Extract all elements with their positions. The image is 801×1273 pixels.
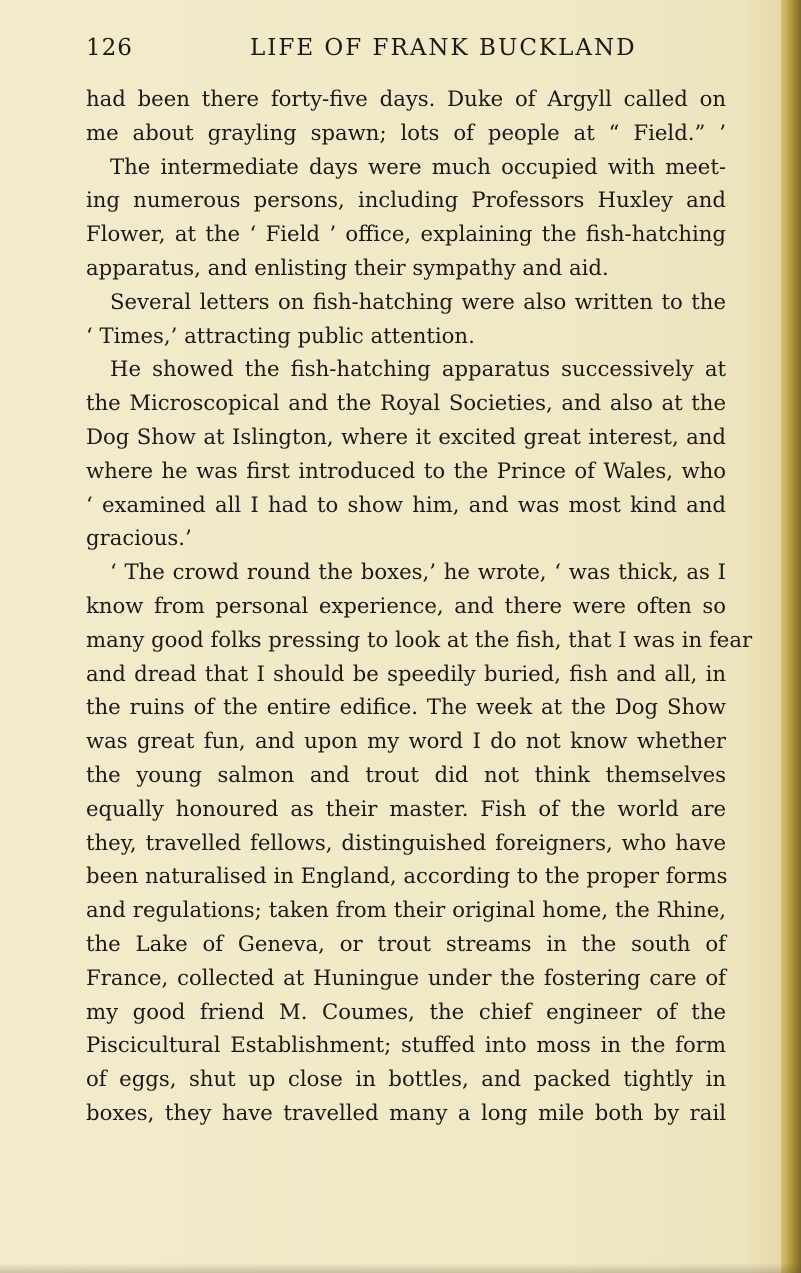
text-line: ‘ The crowd round the boxes,’ he wrote, ‘ was thick, as I [110, 559, 726, 585]
text-line: Dog Show at Islington, where it excited great interest, and [86, 423, 726, 449]
text-line: the young salmon and trout did not think themselves [86, 761, 726, 787]
text-line: know from personal experience, and there were often so [86, 592, 726, 618]
text-line: the Microscopical and the Royal Societies, and also at the [86, 390, 726, 416]
text-line: where he was first introduced to the Prince of Wales, who [86, 457, 726, 483]
text-line: Piscicultural Establishment; stuffed into moss in the form [86, 1032, 726, 1058]
text-line: apparatus, and enlisting their sympathy and aid. [86, 254, 609, 280]
text-line: they, travelled fellows, distinguished foreigners, who have [86, 829, 726, 855]
text-line: me about grayling spawn; lots of people at “ Field.” ’ [86, 119, 726, 145]
text-line: boxes, they have travelled many a long mile both by rail [86, 1099, 726, 1125]
text-line: and dread that I should be speedily buried, fish and all, in [86, 660, 726, 686]
text-line: ing numerous persons, including Professors Huxley and [86, 187, 726, 213]
text-line: was great fun, and upon my word I do not know whether [86, 728, 726, 754]
text-line: Flower, at the ‘ Field ’ office, explaining the fish-hatching [86, 221, 726, 247]
page-number: 126 [86, 35, 133, 61]
text-line: of eggs, shut up close in bottles, and packed tightly in [86, 1066, 726, 1092]
text-line: and regulations; taken from their original home, the Rhine, [86, 897, 726, 923]
text-line: gracious.’ [86, 525, 192, 551]
body-text [86, 82, 753, 1130]
running-title: LIFE OF FRANK BUCKLAND [250, 35, 637, 61]
text-line: my good friend M. Coumes, the chief engineer of the [86, 998, 726, 1024]
text-line: France, collected at Huningue under the fostering care of [86, 964, 726, 990]
text-line: equally honoured as their master. Fish of the world are [86, 795, 726, 821]
text-line: Several letters on fish-hatching were also written to the [110, 288, 726, 314]
text-line: many good folks pressing to look at the fish, that I was in fear [86, 626, 753, 652]
text-line: He showed the fish-hatching apparatus successively at [110, 356, 726, 382]
text-line: the Lake of Geneva, or trout streams in the south of [86, 930, 726, 956]
text-line: had been there forty-five days. Duke of Argyll called on [86, 86, 726, 111]
page-shadow [0, 1263, 801, 1273]
text-line: ‘ Times,’ attracting public attention. [86, 322, 475, 348]
text-line: ‘ examined all I had to show him, and was most kind and [86, 491, 726, 517]
text-line: The intermediate days were much occupied with meet- [110, 153, 726, 179]
text-line: been naturalised in England, according to the proper forms [86, 863, 728, 889]
running-head [86, 32, 726, 64]
text-line: the ruins of the entire edifice. The week at the Dog Show [86, 694, 726, 720]
page-edge [781, 0, 801, 1273]
